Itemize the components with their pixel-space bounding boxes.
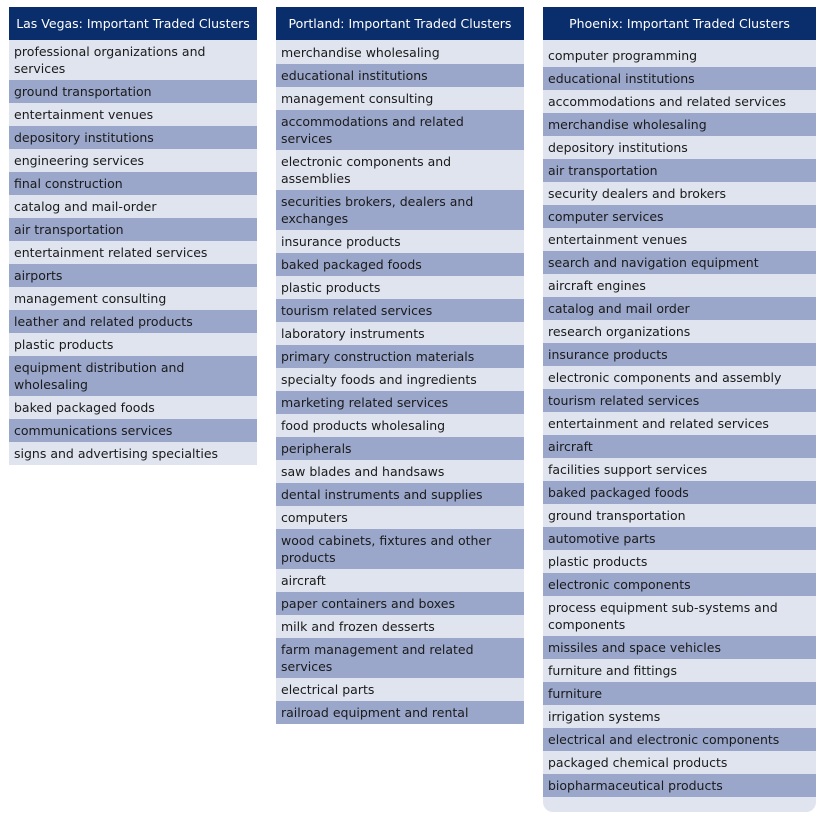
list-item: wood cabinets, fixtures and other products bbox=[276, 529, 524, 569]
list-item: computer programming bbox=[543, 44, 816, 67]
list-item: paper containers and boxes bbox=[276, 592, 524, 615]
list-item: specialty foods and ingredients bbox=[276, 368, 524, 391]
list-item: laboratory instruments bbox=[276, 322, 524, 345]
list-item: plastic products bbox=[276, 276, 524, 299]
list-item: equipment distribution and wholesaling bbox=[9, 356, 257, 396]
list-item: professional organizations and services bbox=[9, 40, 257, 80]
list-item: leather and related products bbox=[9, 310, 257, 333]
cluster-list bbox=[543, 44, 816, 797]
list-item: ground transportation bbox=[9, 80, 257, 103]
list-item: missiles and space vehicles bbox=[543, 636, 816, 659]
list-item: signs and advertising specialties bbox=[9, 442, 257, 465]
list-item: electrical parts bbox=[276, 678, 524, 701]
list-item: entertainment and related services bbox=[543, 412, 816, 435]
list-item: furniture bbox=[543, 682, 816, 705]
list-item: accommodations and related services bbox=[276, 110, 524, 150]
list-item: search and navigation equipment bbox=[543, 251, 816, 274]
list-item: catalog and mail order bbox=[543, 297, 816, 320]
list-item: electronic components and assembly bbox=[543, 366, 816, 389]
list-item: aircraft engines bbox=[543, 274, 816, 297]
cluster-list bbox=[276, 41, 524, 724]
panel-title: Phoenix: Important Traded Clusters bbox=[543, 7, 816, 40]
list-item: tourism related services bbox=[276, 299, 524, 322]
list-item: management consulting bbox=[9, 287, 257, 310]
list-item: electronic components bbox=[543, 573, 816, 596]
panel-title: Las Vegas: Important Traded Clusters bbox=[9, 7, 257, 40]
list-item: plastic products bbox=[9, 333, 257, 356]
list-item: research organizations bbox=[543, 320, 816, 343]
list-item: insurance products bbox=[276, 230, 524, 253]
list-item: ground transportation bbox=[543, 504, 816, 527]
list-item: engineering services bbox=[9, 149, 257, 172]
list-item: accommodations and related services bbox=[543, 90, 816, 113]
list-item: railroad equipment and rental bbox=[276, 701, 524, 724]
list-item: air transportation bbox=[543, 159, 816, 182]
list-item: depository institutions bbox=[543, 136, 816, 159]
list-item: farm management and related services bbox=[276, 638, 524, 678]
list-item: process equipment sub-systems and components bbox=[543, 596, 816, 636]
list-item: dental instruments and supplies bbox=[276, 483, 524, 506]
panel-title: Portland: Important Traded Clusters bbox=[276, 7, 524, 40]
list-item: merchandise wholesaling bbox=[276, 41, 524, 64]
list-item: catalog and mail-order bbox=[9, 195, 257, 218]
list-item: management consulting bbox=[276, 87, 524, 110]
list-item: entertainment related services bbox=[9, 241, 257, 264]
list-item: educational institutions bbox=[543, 67, 816, 90]
list-item: insurance products bbox=[543, 343, 816, 366]
list-item: automotive parts bbox=[543, 527, 816, 550]
list-item: saw blades and handsaws bbox=[276, 460, 524, 483]
las-vegas-panel bbox=[9, 7, 257, 461]
list-item: entertainment venues bbox=[9, 103, 257, 126]
list-item: aircraft bbox=[276, 569, 524, 592]
list-item: baked packaged foods bbox=[9, 396, 257, 419]
list-item: baked packaged foods bbox=[543, 481, 816, 504]
list-item: communications services bbox=[9, 419, 257, 442]
list-item: securities brokers, dealers and exchanges bbox=[276, 190, 524, 230]
list-item: baked packaged foods bbox=[276, 253, 524, 276]
list-item: merchandise wholesaling bbox=[543, 113, 816, 136]
list-item: milk and frozen desserts bbox=[276, 615, 524, 638]
list-item: computer services bbox=[543, 205, 816, 228]
list-item: electronic components and assemblies bbox=[276, 150, 524, 190]
list-item: food products wholesaling bbox=[276, 414, 524, 437]
list-item: tourism related services bbox=[543, 389, 816, 412]
list-item: furniture and fittings bbox=[543, 659, 816, 682]
list-item: primary construction materials bbox=[276, 345, 524, 368]
list-item: entertainment venues bbox=[543, 228, 816, 251]
list-item: peripherals bbox=[276, 437, 524, 460]
list-item: marketing related services bbox=[276, 391, 524, 414]
list-item: packaged chemical products bbox=[543, 751, 816, 774]
list-item: air transportation bbox=[9, 218, 257, 241]
list-item: irrigation systems bbox=[543, 705, 816, 728]
cluster-list bbox=[9, 40, 257, 465]
list-item: airports bbox=[9, 264, 257, 287]
list-item: depository institutions bbox=[9, 126, 257, 149]
list-item: plastic products bbox=[543, 550, 816, 573]
list-item: aircraft bbox=[543, 435, 816, 458]
list-item: electrical and electronic components bbox=[543, 728, 816, 751]
portland-panel bbox=[276, 7, 524, 720]
list-item: educational institutions bbox=[276, 64, 524, 87]
list-item: computers bbox=[276, 506, 524, 529]
list-item: facilities support services bbox=[543, 458, 816, 481]
list-item: security dealers and brokers bbox=[543, 182, 816, 205]
phoenix-panel bbox=[543, 7, 816, 812]
list-item: biopharmaceutical products bbox=[543, 774, 816, 797]
list-item: final construction bbox=[9, 172, 257, 195]
